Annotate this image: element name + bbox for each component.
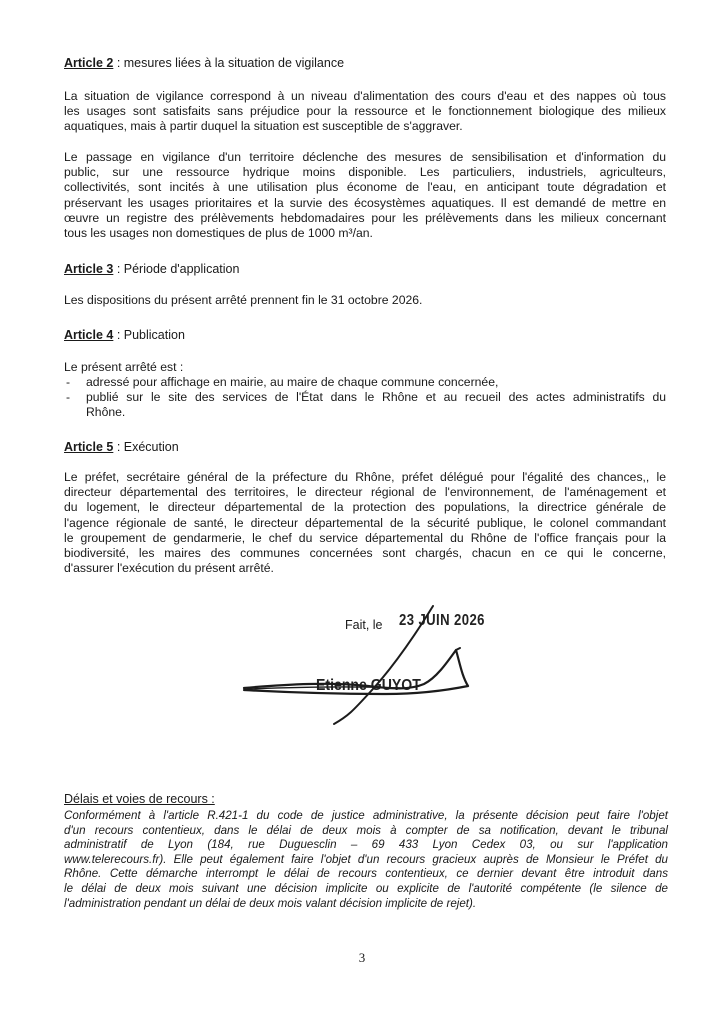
recours-paragraph <box>64 809 668 911</box>
page-number: 3 <box>358 950 366 965</box>
article-4-bullet-list <box>64 375 666 421</box>
article-3-text: Les dispositions du présent arrêté prennent fin le 31 octobre 2026. <box>64 293 423 307</box>
recours-title: Délais et voies de recours : <box>64 792 215 806</box>
date-stamp: 23 JUIN 2026 <box>399 612 485 629</box>
article-3-heading <box>64 262 239 277</box>
text-line: l'agence régionale de santé, le directeur départemental de la sécurité publique, le colonel commandant <box>64 515 666 530</box>
article-5-title: : Exécution <box>113 440 179 454</box>
article-4-intro: Le présent arrêté est : <box>64 360 184 374</box>
fait-le-label: Fait, le <box>345 618 383 632</box>
text-line: La situation de vigilance correspond à un niveau d'alimentation des cours d'eau et des nappes où tous <box>64 89 666 103</box>
article-2-heading <box>64 56 344 71</box>
text-line: Rhône. Cette démarche interrompt le délai de recours contentieux, ce dernier devant être introduit dans <box>64 867 668 881</box>
text-line: du logement, le directeur départemental de la protection des populations, la directrice générale de <box>64 500 666 515</box>
list-item-text: Rhône. <box>86 405 126 420</box>
list-item <box>64 375 666 390</box>
text-line: public, sur une ressource hydrique moins disponible. Les particuliers, industriels, agriculteurs, <box>64 165 666 180</box>
text-line: œuvre un registre des prélèvements hebdomadaires pour les prélèvements dans les milieux concernant <box>64 210 666 225</box>
text-line: Le passage en vigilance d'un territoire déclenche des mesures de sensibilisation et d'information du <box>64 150 666 164</box>
text-line: d'un recours contentieux, dans le délai de deux mois à compter de sa notification, devant le tribunal <box>64 823 668 837</box>
list-item-text: - publié sur le site des services de l'État dans le Rhône et au recueil des actes administratifs du <box>86 390 666 405</box>
text-line: www.telerecours.fr). Elle peut également faire l'objet d'un recours gracieux auprès de Monsieur le Préfet du <box>64 852 668 866</box>
text-line: préservant les usages prioritaires et la survie des écosystèmes aquatiques. Il est demandé de mettre en <box>64 195 666 210</box>
text-line: administratif de Lyon (184, rue Duguesclin – 69 433 Lyon Cedex 03, ou sur l'application <box>64 838 668 852</box>
article-5-heading <box>64 440 179 455</box>
article-5-paragraph <box>64 470 666 576</box>
text-line: aquatiques, mais à partir duquel la situation est susceptible de s'aggraver. <box>64 119 463 134</box>
text-line: le groupement de gendarmerie, le chef du service départemental du Rhône de l'office français pour la <box>64 530 666 545</box>
text-line: directeur départemental des territoires, le directeur régional de l'environnement, de l'aménagement et <box>64 485 666 500</box>
text-line: Le préfet, secrétaire général de la préfecture du Rhône, préfet délégué pour l'égalité des chances,, le <box>64 470 666 484</box>
text-line: biodiversité, les maires des communes concernées sont chargés, chacun en ce qui le concerne, <box>64 546 666 561</box>
text-line: collectivités, sont incités à une utilisation plus économe de l'eau, en anticipant toute dégradation et <box>64 180 666 195</box>
article-4-heading <box>64 328 185 343</box>
text-line: d'assurer l'exécution du présent arrêté. <box>64 561 274 576</box>
text-line: les usages sont satisfaits sans préjudice pour la ressource et le fonctionnement biologique des milieux <box>64 104 666 119</box>
article-3-title: : Période d'application <box>113 262 240 276</box>
article-2-label: Article 2 <box>64 56 114 70</box>
article-2-paragraph-2 <box>64 150 666 241</box>
text-line: l'administration pendant un délai de deux mois valant décision implicite de rejet). <box>64 896 477 910</box>
text-line: tous les usages non domestiques de plus de 1000 m³/an. <box>64 226 373 241</box>
article-4-title: : Publication <box>113 328 185 342</box>
list-item-text: adressé pour affichage en mairie, au maire de chaque commune concernée, <box>86 375 499 389</box>
article-4-label: Article 4 <box>64 328 114 342</box>
text-line: le délai de deux mois suivant une décision implicite ou explicite de l'autorité compétente (le silence de <box>64 881 668 895</box>
article-2-paragraph-1 <box>64 89 666 135</box>
article-2-title: : mesures liées à la situation de vigilance <box>113 56 345 70</box>
signatory-name-stamp: Etienne GUYOT <box>316 677 421 694</box>
article-3-label: Article 3 <box>64 262 114 276</box>
list-item <box>64 390 666 420</box>
article-5-label: Article 5 <box>64 440 114 454</box>
text-line: Conformément à l'article R.421-1 du code de justice administrative, la présente décision peut faire l'objet <box>64 809 668 822</box>
